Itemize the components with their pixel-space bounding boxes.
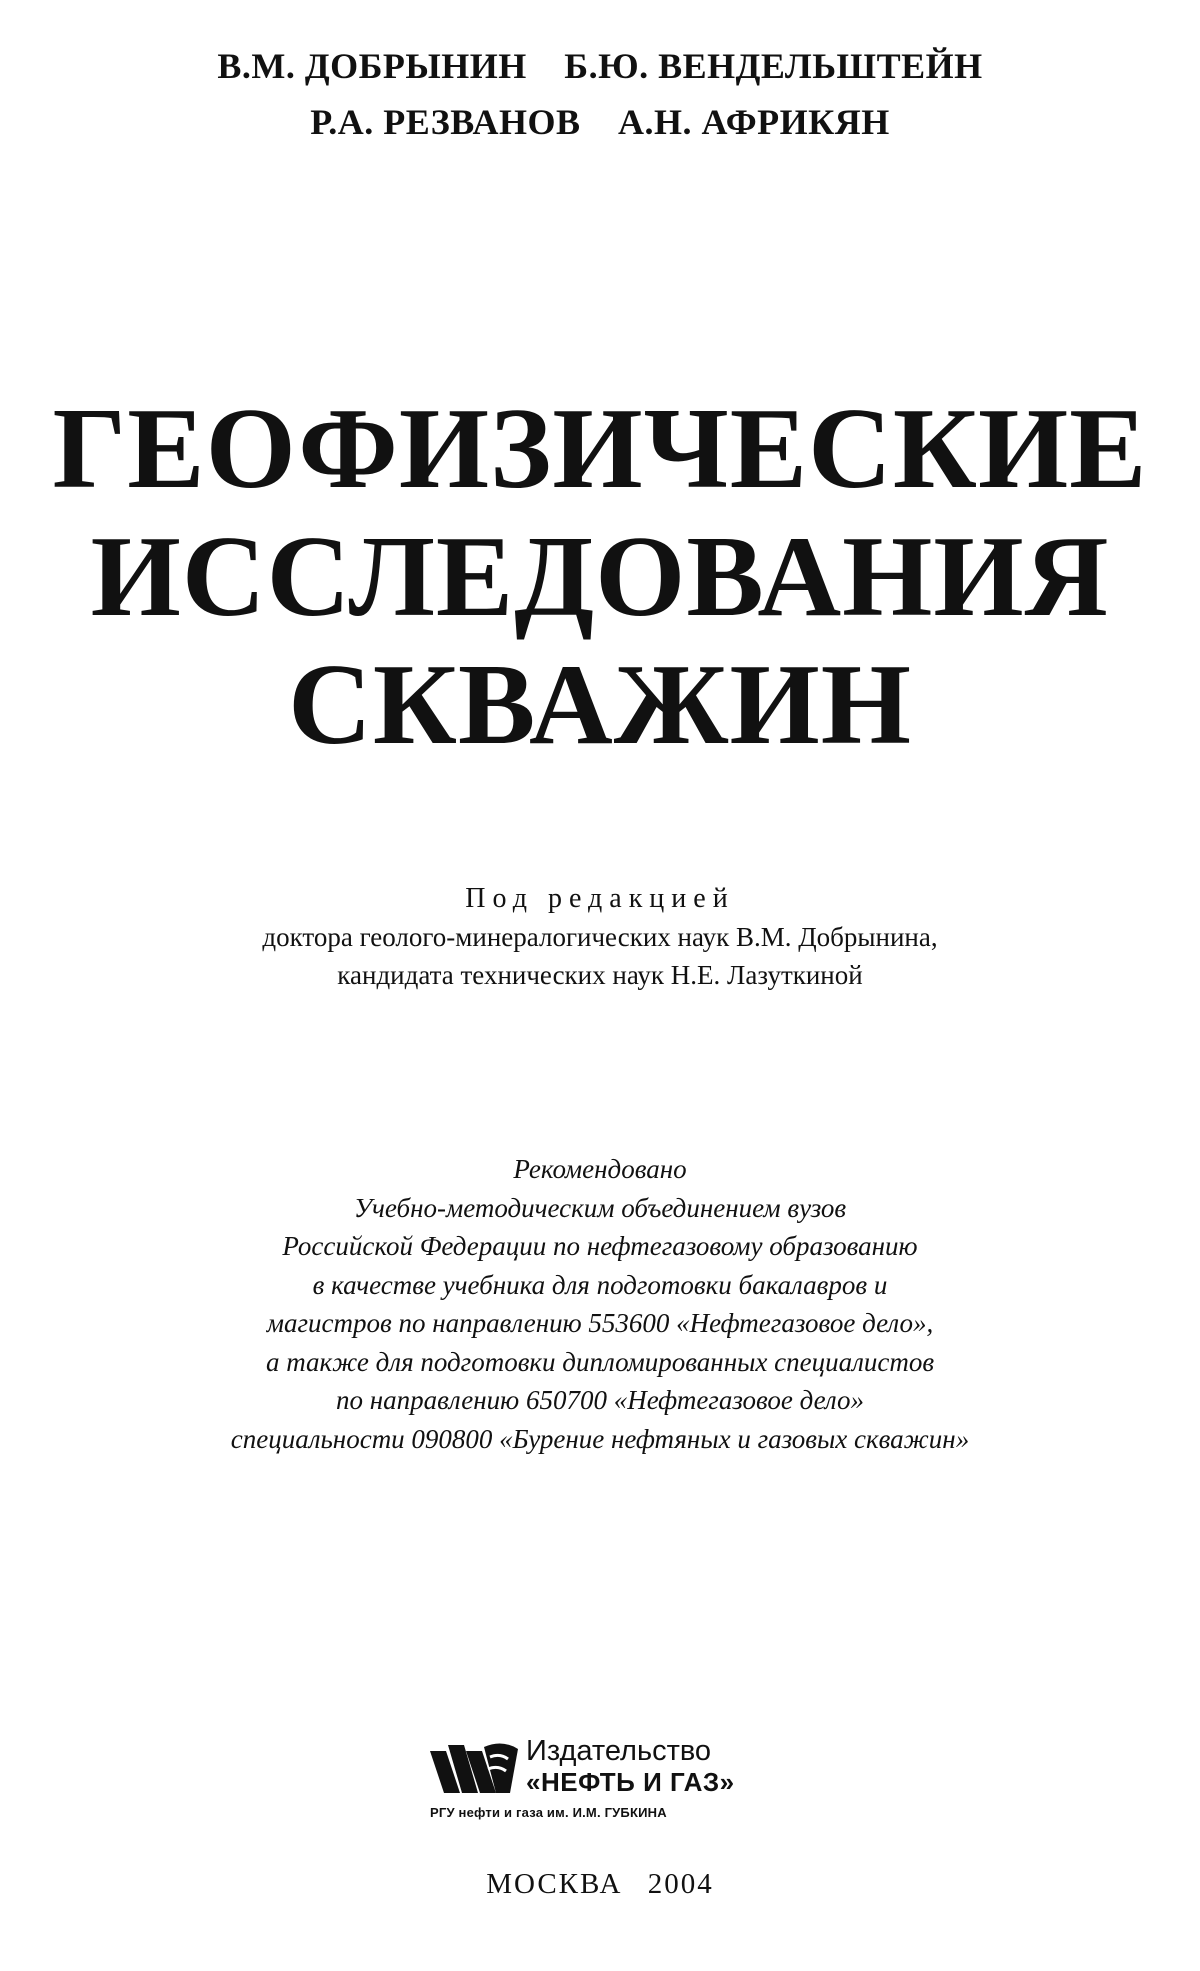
author-name: В.М. ДОБРЫНИН <box>217 46 527 86</box>
publisher-name <box>526 1735 735 1797</box>
recommendation-line: а также для подготовки дипломированных специалистов <box>265 1346 935 1377</box>
recommendation-line: по направлению 650700 «Нефтегазовое дело» <box>335 1385 865 1415</box>
imprint-year: 2004 <box>647 1868 714 1900</box>
editor-heading: Под редакцией <box>465 883 735 914</box>
imprint-city: МОСКВА <box>486 1868 623 1900</box>
book-title-line: ГЕОФИЗИЧЕСКИЕ <box>52 385 1148 513</box>
recommendation-line: Российской Федерации по нефтегазовому образованию <box>282 1231 918 1261</box>
publisher-block <box>430 1735 770 1825</box>
publisher-affiliation: РГУ нефти и газа им. И.М. ГУБКИНА <box>430 1805 667 1820</box>
book-title-line: ИССЛЕДОВАНИЯ <box>90 513 1110 641</box>
authors <box>0 38 1200 150</box>
recommendation-line: Учебно-методическим объединением вузов <box>353 1192 847 1223</box>
publisher-label: Издательство <box>526 1735 712 1767</box>
author-name: Б.Ю. ВЕНДЕЛЬШТЕЙН <box>564 46 983 86</box>
authors-line-1 <box>0 38 1200 94</box>
recommendation-block <box>0 1150 1200 1458</box>
editor-line: доктора геолого-минералогических наук В.М. Добрынина, <box>262 922 938 952</box>
author-name: А.Н. АФРИКЯН <box>617 102 890 142</box>
publisher-logo-icon <box>430 1739 520 1799</box>
recommendation-line: специальности 090800 «Бурение нефтяных и газовых скважин» <box>230 1423 970 1454</box>
authors-line-2 <box>0 94 1200 150</box>
recommendation-line: в качестве учебника для подготовки бакалавров и <box>312 1269 888 1300</box>
recommendation-line: магистров по направлению 553600 «Нефтегазовое дело», <box>266 1308 934 1338</box>
imprint <box>0 1866 1200 1902</box>
editor-line: кандидата технических наук Н.Е. Лазуткиной <box>337 960 863 990</box>
book-title-line: СКВАЖИН <box>288 641 912 769</box>
publisher-title: «НЕФТЬ И ГАЗ» <box>526 1767 735 1797</box>
recommendation-line: Рекомендовано <box>513 1154 687 1184</box>
editor-block <box>0 880 1200 994</box>
author-name: Р.А. РЕЗВАНОВ <box>310 102 581 142</box>
book-title <box>0 385 1200 769</box>
